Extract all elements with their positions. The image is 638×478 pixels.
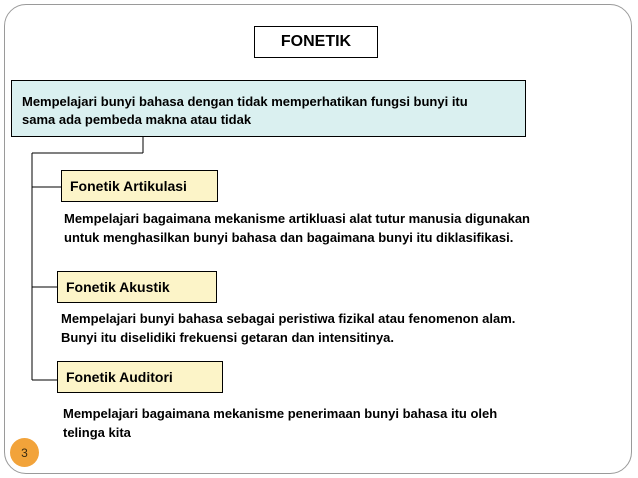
description-line-1: Mempelajari bagaimana mekanisme penerimaan bunyi bahasa itu oleh bbox=[63, 406, 498, 421]
description-line-2: telinga kita bbox=[63, 425, 131, 440]
page-title: FONETIK bbox=[254, 26, 378, 58]
branch-description-auditori bbox=[63, 404, 497, 442]
page-number-badge: 3 bbox=[10, 438, 39, 467]
description-line-2: untuk menghasilkan bunyi bahasa dan bagaimana bunyi itu diklasifikasi. bbox=[64, 230, 514, 245]
description-line-1: Mempelajari bunyi bahasa sebagai peristiwa fizikal atau fenomenon alam. bbox=[61, 311, 516, 326]
branch-heading-auditori: Fonetik Auditori bbox=[57, 361, 223, 393]
branch-description-artikulasi bbox=[64, 209, 530, 247]
description-line-1: Mempelajari bagaimana mekanisme artikluasi alat tutur manusia digunakan bbox=[64, 211, 530, 226]
branch-heading-artikulasi: Fonetik Artikulasi bbox=[61, 170, 218, 202]
definition-box bbox=[11, 80, 526, 137]
branch-description-akustik bbox=[61, 309, 515, 347]
description-line-2: Bunyi itu diselidiki frekuensi getaran dan intensitinya. bbox=[61, 330, 395, 345]
definition-line-1: Mempelajari bunyi bahasa dengan tidak memperhatikan fungsi bunyi itu bbox=[22, 94, 468, 109]
definition-line-2: sama ada pembeda makna atau tidak bbox=[22, 112, 252, 127]
branch-heading-akustik: Fonetik Akustik bbox=[57, 271, 217, 303]
